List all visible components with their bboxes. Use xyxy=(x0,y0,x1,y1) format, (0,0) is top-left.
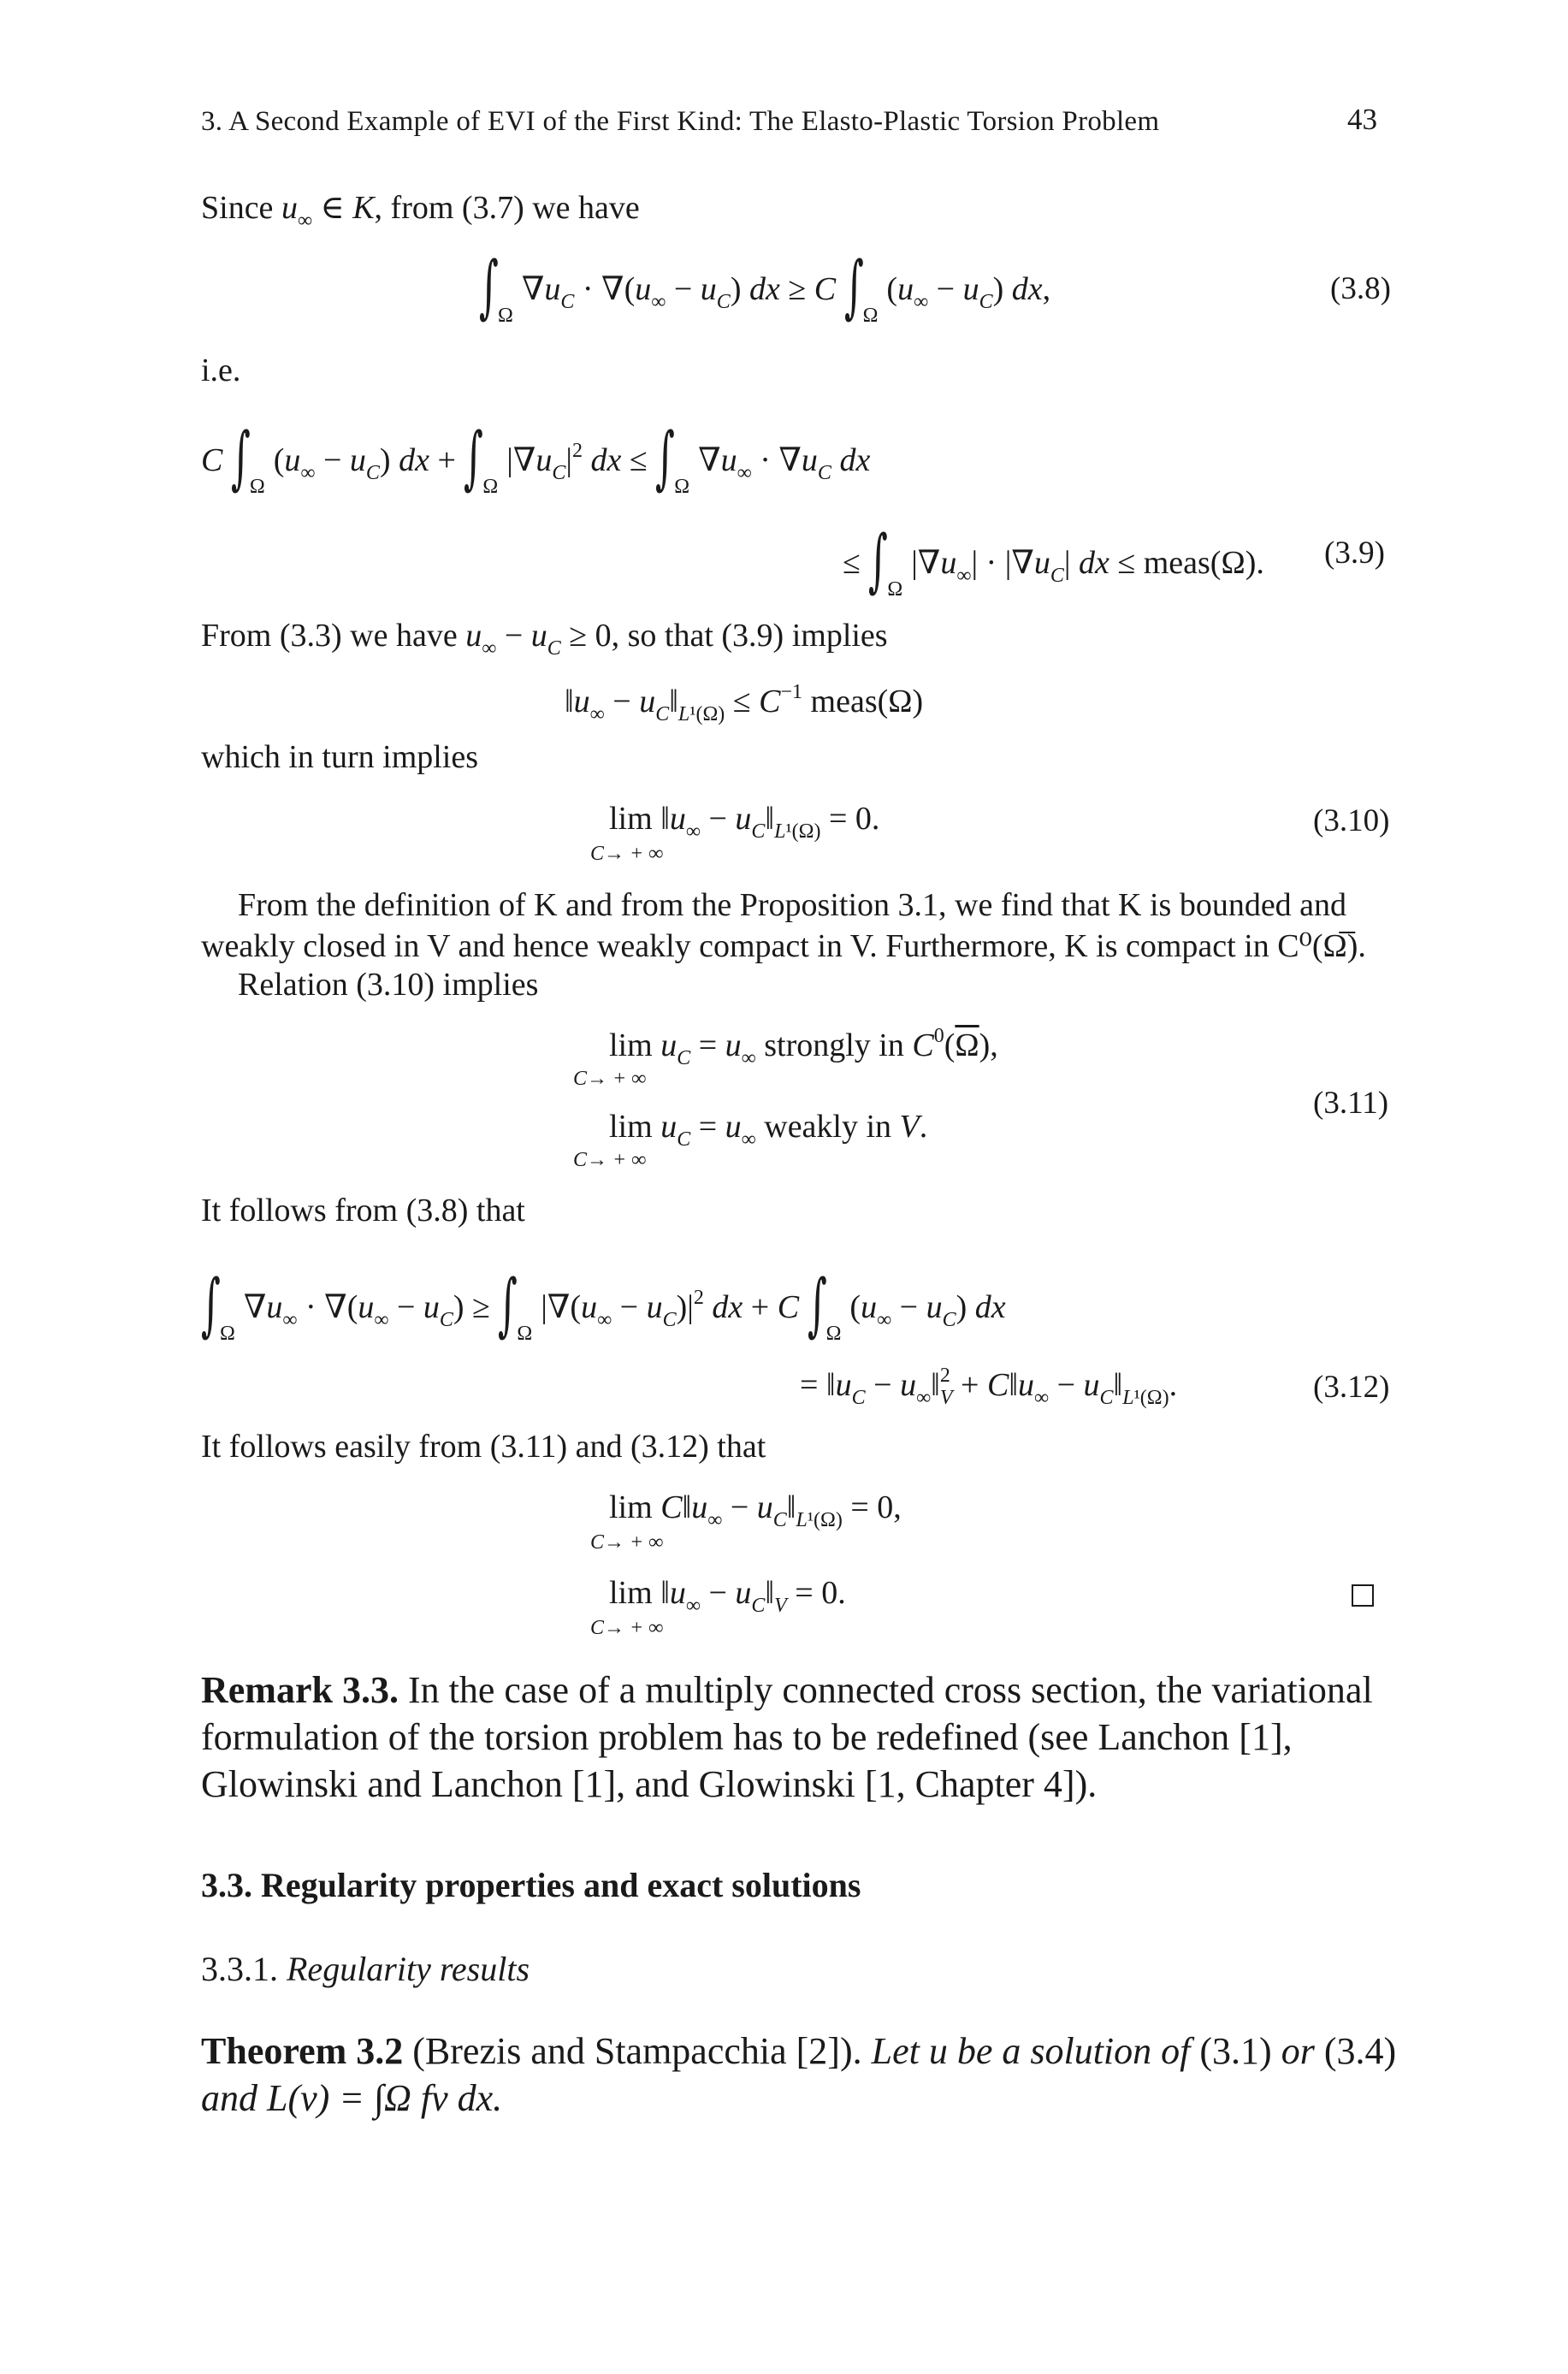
theorem-label: Theorem 3.2 xyxy=(201,2030,404,2072)
theorem-ref1: (3.1) xyxy=(1190,2030,1281,2072)
defK-line1: From the definition of K and from the Proposition 3.1, we find that K is bounded and xyxy=(238,887,1347,923)
lim-subscript-final-a: C→ + ∞ xyxy=(590,1531,664,1554)
lim-subscript-3-10: C→ + ∞ xyxy=(590,843,664,865)
equation-3-11-line2: $\lim u_C = u_\infty$ weakly in V. xyxy=(609,1109,928,1151)
equation-3-10: $\lim ‖u_\infty$ − $u_C‖_{L^1(\Omega)} = 0$. xyxy=(609,801,880,843)
meas-term: meas(Ω) xyxy=(810,684,924,719)
equation-number-3-10: (3.10) xyxy=(1313,803,1390,838)
equation-3-9-line1: C $\int_\Omega(u_\infty - u_C)$ dx + $\int_\Omega|\nabla u_C|^2$ dx ≤ $\int_\Omega\nabla u_\infty \cdot \nabla u_C$ dx xyxy=(201,417,871,498)
section-title: 3.3. Regularity properties and exact solutions xyxy=(201,1866,861,1904)
from33-pre: From (3.3) we have xyxy=(201,618,466,654)
norm-inequality: $‖u_\infty$ − $u_C‖_{L^1(\Omega)} \le C^{-1}$ meas(Ω) xyxy=(565,681,924,725)
follows-easily-line: It follows easily from (3.11) and (3.12) that xyxy=(201,1429,766,1465)
lim-label: lim xyxy=(609,1575,653,1611)
equation-3-11-line1: $\lim u_C = u_\infty$ strongly in $C^0(\overline{\Omega})$, xyxy=(609,1025,998,1069)
limit-result-2: $\lim ‖u_\infty$ − $u_C‖_V = 0$. xyxy=(609,1575,846,1617)
equation-number-3-12: (3.12) xyxy=(1313,1370,1390,1405)
from33-line: From (3.3) we have $u_\infty - u_C \ge 0$, so that (3.9) implies xyxy=(201,618,888,660)
strongly-label: strongly in xyxy=(764,1027,913,1063)
lim-label: lim xyxy=(609,801,653,837)
meas-value: meas(Ω). xyxy=(1143,545,1264,581)
theorem-or: or xyxy=(1281,2030,1315,2072)
limit-result-1: $\lim C‖u_\infty$ − $u_C‖_{L^1(\Omega)} = 0$, xyxy=(609,1489,902,1531)
equation-number-3-8: (3.8) xyxy=(1330,271,1391,306)
since-post: , from (3.7) we have xyxy=(374,190,640,226)
theorem-text: Let u be a solution of xyxy=(871,2030,1191,2072)
follows38-line: It follows from (3.8) that xyxy=(201,1193,525,1228)
equation-3-8: $\int_\Omega\nabla u_C \cdot \nabla(u_\infty - u_C)$ dx ≥ C $\int_\Omega(u_\infty - u_C)$ dx, xyxy=(479,246,1051,327)
equation-3-12-line2: = $‖u_C$ − $u_\infty‖^2_V$ + $C‖u_\infty$ − $u_C‖_{L^1(\Omega)}$. xyxy=(800,1365,1178,1409)
relation-line: Relation (3.10) implies xyxy=(238,967,539,1003)
theorem-cite: (Brezis and Stampacchia [2]). xyxy=(403,2030,872,2072)
qed-box xyxy=(1352,1584,1374,1607)
page-number: 43 xyxy=(1347,103,1377,136)
remark-text1: In the case of a multiply connected cross section, the variational xyxy=(398,1669,1373,1711)
lim-label: lim xyxy=(609,1109,653,1145)
equation-3-12-line1: $\int_\Omega\nabla u_\infty \cdot \nabla(u_\infty - u_C) \ge \int_\Omega|\nabla(u_\infty - u_C)|^2$ dx + C $\int_\Omega(u_\infty - u_C)$ dx xyxy=(201,1264,1006,1345)
lim-label: lim xyxy=(609,1489,653,1525)
ie-label: i.e. xyxy=(201,352,241,388)
remark-line2: formulation of the torsion problem has to be redefined (see Lanchon [1], xyxy=(201,1716,1293,1758)
which-line: which in turn implies xyxy=(201,739,479,775)
remark-line3: Glowinski and Lanchon [1], and Glowinski [1, Chapter 4]). xyxy=(201,1763,1098,1805)
remark-line1 xyxy=(201,1667,1373,1714)
lim-label: lim xyxy=(609,1027,653,1063)
lim-subscript-3-11a: C→ + ∞ xyxy=(573,1068,647,1090)
since-line: Since $u_\infty$ ∈ K, from (3.7) we have xyxy=(201,190,640,232)
from33-post: , so that (3.9) implies xyxy=(611,618,888,654)
lim-subscript-3-11b: C→ + ∞ xyxy=(573,1149,647,1171)
remark-label: Remark 3.3. xyxy=(201,1669,399,1711)
theorem-line2 xyxy=(201,2075,502,2122)
theorem-ref2: (3.4) xyxy=(1314,2030,1397,2072)
equation-number-3-9: (3.9) xyxy=(1324,536,1385,571)
running-header: 3. A Second Example of EVI of the First Kind: The Elasto-Plastic Torsion Problem xyxy=(201,106,1160,137)
equation-number-3-11: (3.11) xyxy=(1313,1086,1389,1121)
subsection-number: 3.3.1. xyxy=(201,1950,287,1988)
theorem-line2-text: and L(v) = ∫Ω fv dx. xyxy=(201,2077,503,2119)
theorem-line1 xyxy=(201,2028,1396,2075)
subsection-name: Regularity results xyxy=(287,1950,530,1988)
lim-subscript-final-b: C→ + ∞ xyxy=(590,1617,664,1639)
equation-3-9-line2: ≤ $\int_\Omega|\nabla u_\infty| \cdot |\nabla u_C|$ dx ≤ meas(Ω). xyxy=(843,520,1264,601)
weakly-label: weakly in xyxy=(764,1109,900,1145)
subsection-title xyxy=(201,1949,530,1989)
defK-line2: weakly closed in V and hence weakly compact in V. Furthermore, K is compact in C⁰(Ω̅). xyxy=(201,928,1366,964)
since-pre: Since xyxy=(201,190,281,226)
